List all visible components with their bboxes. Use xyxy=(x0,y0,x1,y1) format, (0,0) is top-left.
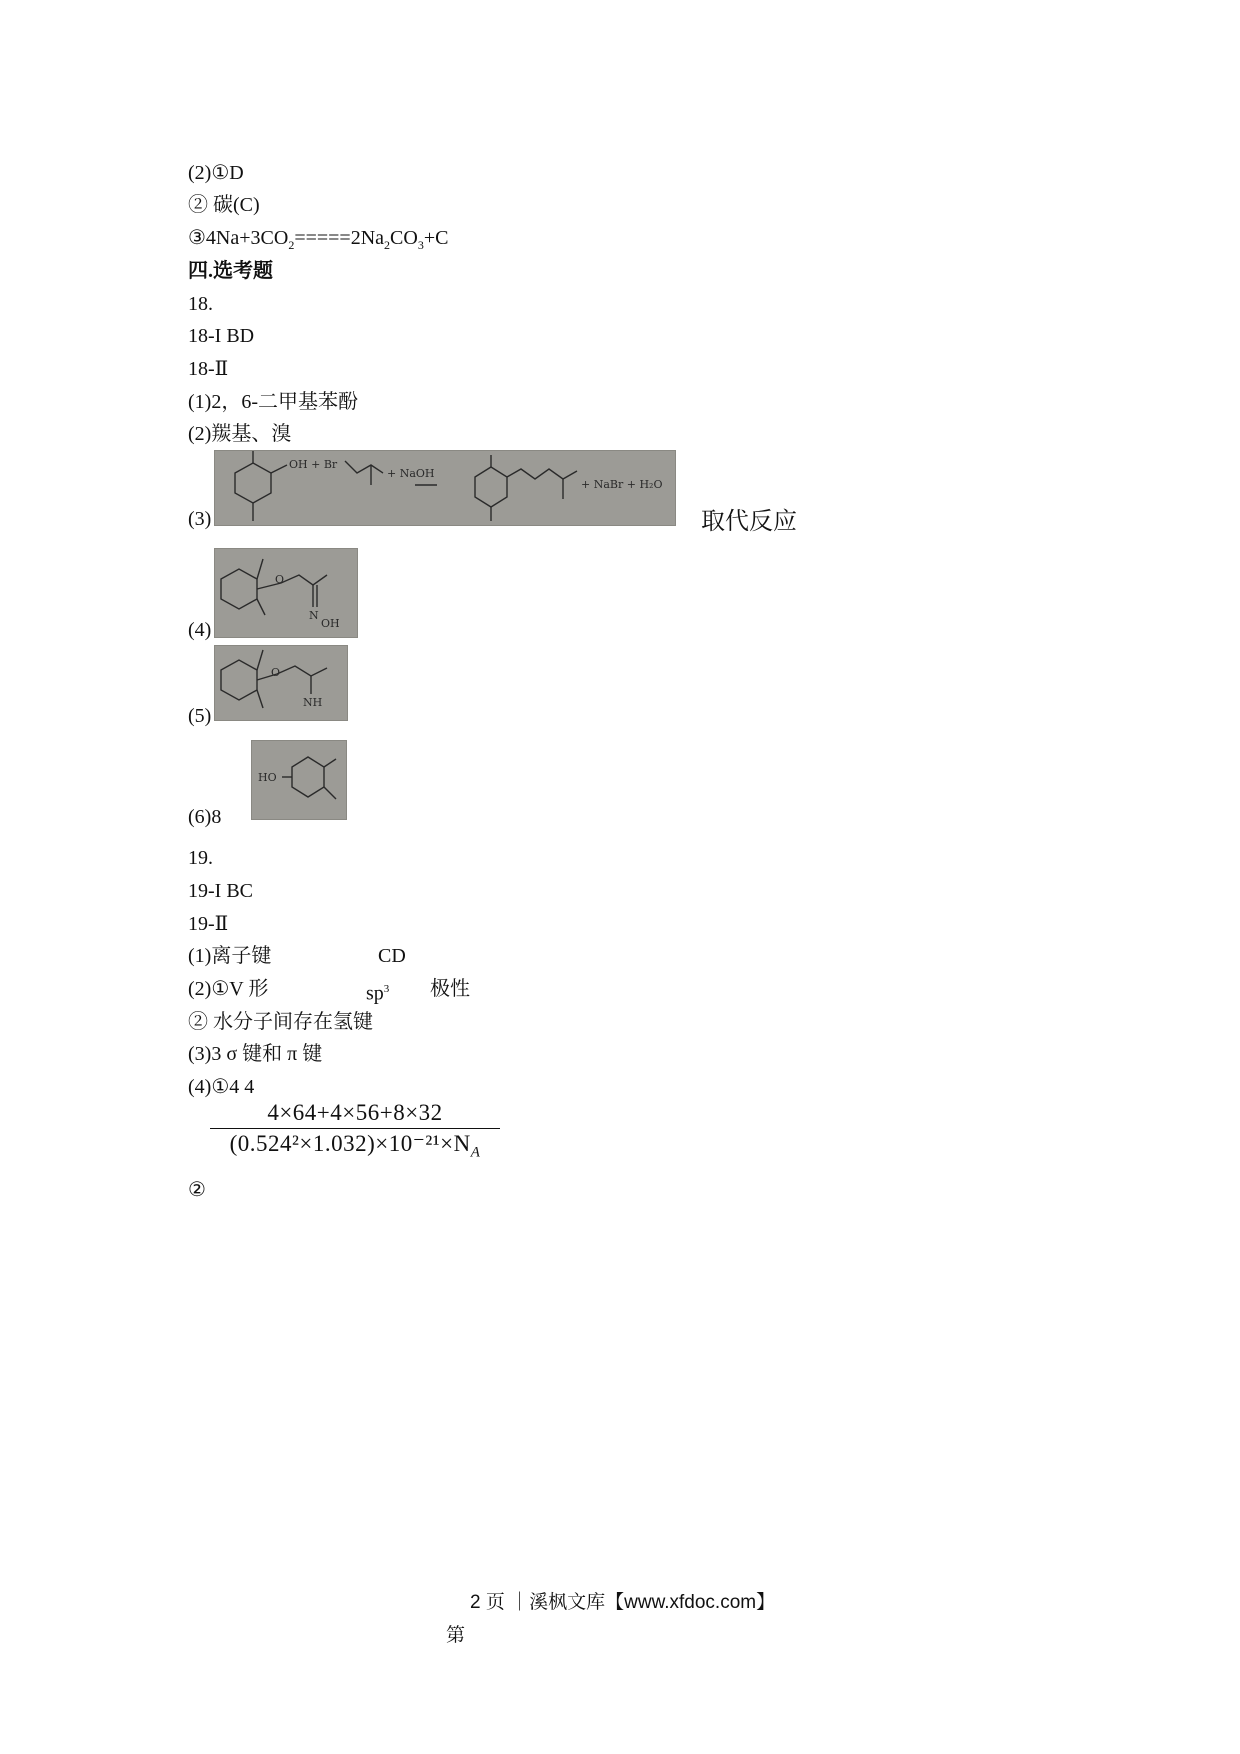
answer-line: 18-I BD xyxy=(188,325,255,347)
density-formula xyxy=(210,1100,500,1162)
answer-line: ② 水分子间存在氢键 xyxy=(188,1011,373,1033)
structure-5-image xyxy=(214,645,348,721)
answer-line: (2)①D xyxy=(188,162,244,184)
svg-text:O: O xyxy=(275,573,285,586)
svg-text:NH: NH xyxy=(303,696,323,709)
formula-numerator: 4×64+4×56+8×32 xyxy=(210,1100,500,1129)
svg-text:+ NaBr + H₂O: + NaBr + H₂O xyxy=(581,478,663,491)
answer-label: (5) xyxy=(188,705,212,727)
reaction-scheme-image xyxy=(214,450,676,526)
section-heading: 四.选考题 xyxy=(188,260,273,282)
equation-line: $③4Na+3CO_2=====2Na_2CO_3+C$ xyxy=(188,227,449,252)
answer-line: (4)①4 4 xyxy=(188,1076,255,1098)
answer-label: (4) xyxy=(188,619,212,641)
svg-text:HO: HO xyxy=(258,771,277,784)
question-number: 19. xyxy=(188,847,213,869)
answer-line: (3)3 σ 键和 π 键 xyxy=(188,1043,323,1065)
reaction-type-note: 取代反应 xyxy=(701,509,797,535)
svg-text:OH: OH xyxy=(321,617,340,630)
answer-line: (6)8 xyxy=(188,806,222,828)
answer-line: 19-I BC xyxy=(188,880,253,902)
answer-line: (2)①V 形 $sp^3$ 极性 xyxy=(188,978,470,1005)
svg-text:N: N xyxy=(309,609,319,622)
svg-text:+ NaOH: + NaOH xyxy=(387,467,435,480)
answer-line: (1)2，6-二甲基苯酚 xyxy=(188,391,358,413)
answer-line: 18-Ⅱ xyxy=(188,358,229,380)
svg-text:O: O xyxy=(271,666,281,679)
answer-line: (1)离子键 CD xyxy=(188,945,406,967)
answer-line: 19-Ⅱ xyxy=(188,913,229,935)
formula-denominator: $(0.524^2\times 1.032)\times 10^{-21}\times N_A$ xyxy=(229,1131,481,1161)
page-footer-prefix: 第 xyxy=(446,1625,466,1646)
structure-6-image xyxy=(251,740,347,820)
answer-label: (3) xyxy=(188,508,212,530)
question-number: 18. xyxy=(188,293,213,315)
page-footer: 2 页 ｜溪枫文库【www.xfdoc.com】 xyxy=(470,1592,776,1613)
answer-line: (2)羰基、溴 xyxy=(188,423,292,445)
structure-4-image xyxy=(214,548,358,638)
answer-line: ② xyxy=(188,1179,206,1201)
answer-line: ② 碳(C) xyxy=(188,194,260,216)
svg-text:OH + Br: OH + Br xyxy=(289,458,338,471)
